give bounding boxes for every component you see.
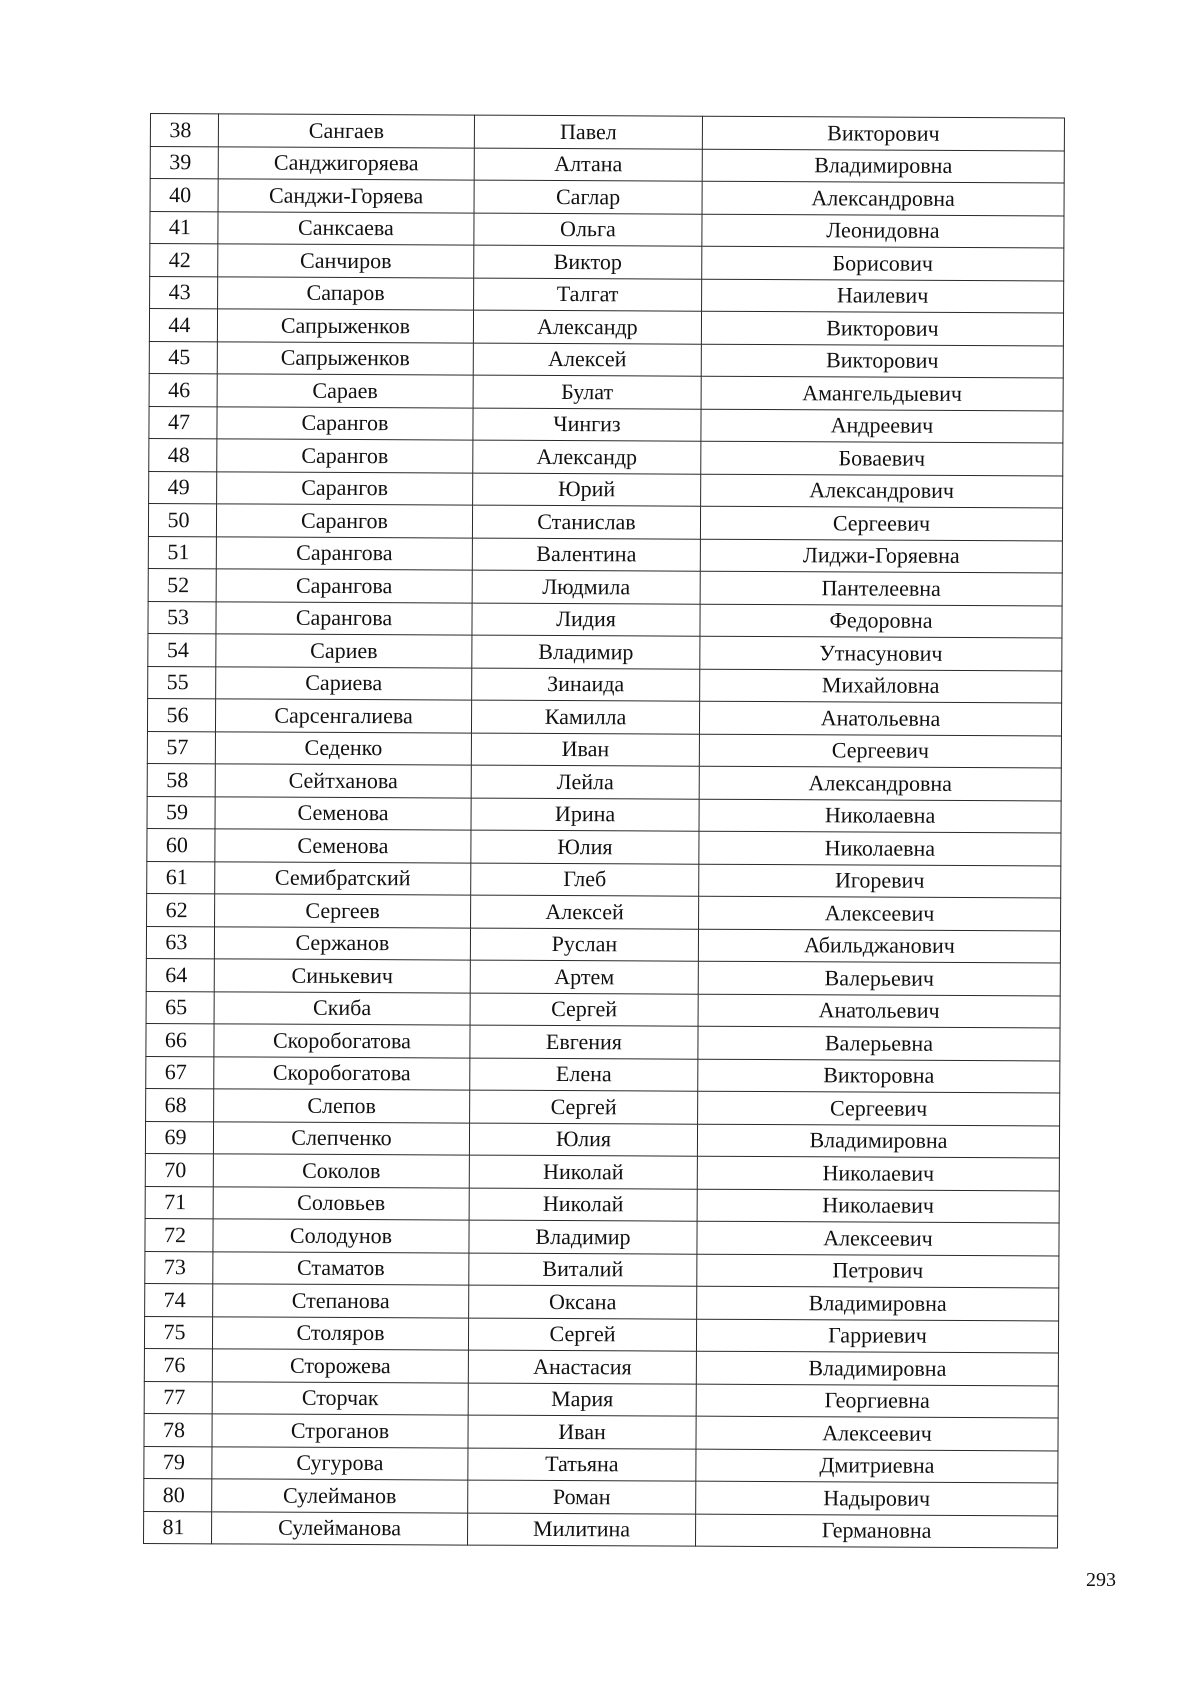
row-number-cell: 55: [148, 666, 216, 699]
patronymic-cell: Боваевич: [701, 441, 1063, 475]
table-row: [146, 926, 1060, 963]
first-name-cell: Глеб: [471, 863, 699, 897]
first-name-cell: Елена: [470, 1058, 698, 1092]
last-name-cell: Сторожева: [212, 1349, 468, 1383]
first-name-cell: Талгат: [474, 278, 702, 312]
table-row: [148, 666, 1062, 703]
last-name-cell: Сарсенгалиева: [215, 699, 471, 733]
table-row: [150, 276, 1064, 313]
patronymic-cell: Гарриевич: [696, 1319, 1058, 1353]
table-row: [144, 1381, 1058, 1418]
table-row: [145, 1153, 1059, 1190]
last-name-cell: Сарангов: [217, 406, 473, 440]
patronymic-cell: Федоровна: [700, 604, 1062, 638]
row-number-cell: 45: [149, 341, 217, 374]
first-name-cell: Сергей: [468, 1318, 696, 1352]
last-name-cell: Столяров: [212, 1316, 468, 1350]
last-name-cell: Санджигоряева: [218, 146, 474, 180]
last-name-cell: Солодунов: [213, 1219, 469, 1253]
last-name-cell: Санксаева: [218, 211, 474, 245]
first-name-cell: Камилла: [471, 700, 699, 734]
first-name-cell: Николай: [469, 1188, 697, 1222]
patronymic-cell: Владимировна: [697, 1286, 1059, 1320]
patronymic-cell: Леонидовна: [702, 214, 1064, 248]
row-number-cell: 64: [146, 958, 214, 991]
patronymic-cell: Амангельдыевич: [701, 376, 1063, 410]
last-name-cell: Сариев: [216, 634, 472, 668]
last-name-cell: Санчиров: [218, 244, 474, 278]
patronymic-cell: Сергеевич: [700, 506, 1062, 540]
last-name-cell: Сулейманов: [212, 1479, 468, 1513]
patronymic-cell: Пантелеевна: [700, 571, 1062, 605]
table-row: [150, 211, 1064, 248]
last-name-cell: Скоробогатова: [214, 1024, 470, 1058]
first-name-cell: Чингиз: [473, 408, 701, 442]
row-number-cell: 43: [150, 276, 218, 309]
table-row: [149, 406, 1063, 443]
table-row: [144, 1413, 1058, 1450]
first-name-cell: Владимир: [472, 635, 700, 669]
table-row: [146, 1056, 1060, 1093]
table-row: [145, 1186, 1059, 1223]
first-name-cell: Станислав: [472, 505, 700, 539]
row-number-cell: 68: [146, 1088, 214, 1121]
table-row: [144, 1348, 1058, 1385]
last-name-cell: Семибратский: [215, 861, 471, 895]
table-row: [145, 1251, 1059, 1288]
first-name-cell: Оксана: [469, 1285, 697, 1319]
row-number-cell: 69: [145, 1121, 213, 1154]
patronymic-cell: Николаевич: [697, 1156, 1059, 1190]
row-number-cell: 71: [145, 1186, 213, 1219]
table-row: [148, 568, 1062, 605]
last-name-cell: Сапаров: [218, 276, 474, 310]
row-number-cell: 58: [147, 763, 215, 796]
last-name-cell: Семенова: [215, 829, 471, 863]
last-name-cell: Санджи-Горяева: [218, 179, 474, 213]
table-row: [147, 698, 1061, 735]
row-number-cell: 46: [149, 373, 217, 406]
row-number-cell: 57: [147, 731, 215, 764]
first-name-cell: Булат: [473, 375, 701, 409]
table-row: [147, 731, 1061, 768]
first-name-cell: Людмила: [472, 570, 700, 604]
first-name-cell: Николай: [469, 1155, 697, 1189]
first-name-cell: Мария: [468, 1383, 696, 1417]
first-name-cell: Юрий: [473, 473, 701, 507]
last-name-cell: Сарангова: [216, 569, 472, 603]
first-name-cell: Роман: [468, 1480, 696, 1514]
first-name-cell: Иван: [468, 1415, 696, 1449]
table-row: [144, 1478, 1058, 1515]
first-name-cell: Владимир: [469, 1220, 697, 1254]
row-number-cell: 62: [147, 893, 215, 926]
row-number-cell: 40: [150, 179, 218, 212]
first-name-cell: Лидия: [472, 603, 700, 637]
patronymic-cell: Дмитриевна: [696, 1449, 1058, 1483]
first-name-cell: Сергей: [470, 1090, 698, 1124]
row-number-cell: 81: [144, 1511, 212, 1544]
last-name-cell: Сарангов: [217, 439, 473, 473]
name-list-body: [144, 114, 1065, 1548]
row-number-cell: 73: [145, 1251, 213, 1284]
patronymic-cell: Валерьевна: [698, 1026, 1060, 1060]
first-name-cell: Валентина: [472, 538, 700, 572]
last-name-cell: Слепов: [214, 1089, 470, 1123]
last-name-cell: Слепченко: [213, 1121, 469, 1155]
table-row: [148, 601, 1062, 638]
first-name-cell: Ольга: [474, 213, 702, 247]
last-name-cell: Сарангов: [216, 504, 472, 538]
table-row: [145, 1218, 1059, 1255]
table-row: [146, 1088, 1060, 1125]
last-name-cell: Сейтханова: [215, 764, 471, 798]
table-row: [146, 991, 1060, 1028]
table-row: [150, 146, 1064, 183]
page-number: 293: [1086, 1569, 1116, 1591]
first-name-cell: Саглар: [474, 180, 702, 214]
table-row: [144, 1316, 1058, 1353]
row-number-cell: 75: [144, 1316, 212, 1349]
patronymic-cell: Николаевич: [697, 1189, 1059, 1223]
row-number-cell: 47: [149, 406, 217, 439]
table-row: [146, 958, 1060, 995]
patronymic-cell: Надырович: [696, 1481, 1058, 1515]
table-row: [146, 1023, 1060, 1060]
last-name-cell: Соловьев: [213, 1186, 469, 1220]
patronymic-cell: Сергеевич: [699, 734, 1061, 768]
row-number-cell: 77: [144, 1381, 212, 1414]
first-name-cell: Алексей: [471, 895, 699, 929]
row-number-cell: 67: [146, 1056, 214, 1089]
first-name-cell: Милитина: [468, 1513, 696, 1547]
last-name-cell: Сарангов: [217, 471, 473, 505]
last-name-cell: Степанова: [213, 1284, 469, 1318]
last-name-cell: Сулейманова: [212, 1511, 468, 1545]
row-number-cell: 50: [148, 503, 216, 536]
patronymic-cell: Владимировна: [696, 1351, 1058, 1385]
table-row: [144, 1511, 1058, 1548]
last-name-cell: Соколов: [213, 1154, 469, 1188]
first-name-cell: Юлия: [471, 830, 699, 864]
first-name-cell: Александр: [473, 440, 701, 474]
first-name-cell: Алексей: [473, 343, 701, 377]
row-number-cell: 51: [148, 536, 216, 569]
row-number-cell: 74: [145, 1283, 213, 1316]
patronymic-cell: Лиджи-Горяевна: [700, 539, 1062, 573]
patronymic-cell: Алексеевич: [697, 1221, 1059, 1255]
patronymic-cell: Андреевич: [701, 409, 1063, 443]
row-number-cell: 59: [147, 796, 215, 829]
patronymic-cell: Викторович: [701, 311, 1063, 345]
table-row: [150, 244, 1064, 281]
last-name-cell: Сержанов: [214, 926, 470, 960]
patronymic-cell: Георгиевна: [696, 1384, 1058, 1418]
last-name-cell: Сарангова: [216, 601, 472, 635]
first-name-cell: Зинаида: [472, 668, 700, 702]
row-number-cell: 66: [146, 1023, 214, 1056]
row-number-cell: 61: [147, 861, 215, 894]
first-name-cell: Евгения: [470, 1025, 698, 1059]
table-row: [149, 373, 1063, 410]
patronymic-cell: Владимировна: [697, 1124, 1059, 1158]
patronymic-cell: Валерьевич: [698, 961, 1060, 995]
first-name-cell: Виктор: [474, 245, 702, 279]
table-row: [148, 536, 1062, 573]
last-name-cell: Сугурова: [212, 1446, 468, 1480]
table-row: [149, 471, 1063, 508]
patronymic-cell: Алексеевич: [696, 1416, 1058, 1450]
last-name-cell: Семенова: [215, 796, 471, 830]
row-number-cell: 72: [145, 1218, 213, 1251]
row-number-cell: 44: [149, 309, 217, 342]
row-number-cell: 80: [144, 1478, 212, 1511]
table-row: [150, 114, 1064, 151]
patronymic-cell: Александрович: [701, 474, 1063, 508]
patronymic-cell: Германовна: [696, 1514, 1058, 1548]
row-number-cell: 63: [146, 926, 214, 959]
first-name-cell: Павел: [474, 115, 702, 149]
last-name-cell: Сторчак: [212, 1381, 468, 1415]
patronymic-cell: Алексеевич: [699, 896, 1061, 930]
table-row: [145, 1283, 1059, 1320]
row-number-cell: 78: [144, 1413, 212, 1446]
last-name-cell: Сапрыженков: [217, 309, 473, 343]
first-name-cell: Ирина: [471, 798, 699, 832]
last-name-cell: Сараев: [217, 374, 473, 408]
first-name-cell: Александр: [473, 310, 701, 344]
patronymic-cell: Александровна: [702, 181, 1064, 215]
row-number-cell: 65: [146, 991, 214, 1024]
first-name-cell: Юлия: [469, 1123, 697, 1157]
patronymic-cell: Александровна: [699, 766, 1061, 800]
patronymic-cell: Николаевна: [699, 831, 1061, 865]
row-number-cell: 38: [150, 114, 218, 147]
table-row: [147, 796, 1061, 833]
row-number-cell: 52: [148, 568, 216, 601]
row-number-cell: 76: [144, 1348, 212, 1381]
table-row: [147, 828, 1061, 865]
table-row: [149, 309, 1063, 346]
table-row: [147, 763, 1061, 800]
table-row: [149, 341, 1063, 378]
last-name-cell: Сариева: [216, 666, 472, 700]
last-name-cell: Седенко: [215, 731, 471, 765]
patronymic-cell: Утнасунович: [700, 636, 1062, 670]
table-row: [144, 1446, 1058, 1483]
name-list-table: [143, 113, 1065, 1548]
first-name-cell: Анастасия: [468, 1350, 696, 1384]
patronymic-cell: Викторович: [701, 344, 1063, 378]
last-name-cell: Сангаев: [218, 114, 474, 148]
first-name-cell: Сергей: [470, 993, 698, 1027]
first-name-cell: Иван: [471, 733, 699, 767]
last-name-cell: Сергеев: [215, 894, 471, 928]
row-number-cell: 79: [144, 1446, 212, 1479]
last-name-cell: Строганов: [212, 1414, 468, 1448]
row-number-cell: 48: [149, 438, 217, 471]
row-number-cell: 60: [147, 828, 215, 861]
patronymic-cell: Борисович: [702, 246, 1064, 280]
row-number-cell: 54: [148, 633, 216, 666]
last-name-cell: Синькевич: [214, 959, 470, 993]
row-number-cell: 42: [150, 244, 218, 277]
row-number-cell: 56: [147, 698, 215, 731]
first-name-cell: Татьяна: [468, 1448, 696, 1482]
patronymic-cell: Петрович: [697, 1254, 1059, 1288]
last-name-cell: Скиба: [214, 991, 470, 1025]
patronymic-cell: Викторович: [702, 116, 1064, 150]
last-name-cell: Стаматов: [213, 1251, 469, 1285]
row-number-cell: 39: [150, 146, 218, 179]
patronymic-cell: Анатольевич: [698, 994, 1060, 1028]
patronymic-cell: Анатольевна: [699, 701, 1061, 735]
table-row: [148, 633, 1062, 670]
patronymic-cell: Михайловна: [700, 669, 1062, 703]
row-number-cell: 41: [150, 211, 218, 244]
table-row: [149, 438, 1063, 475]
first-name-cell: Артем: [470, 960, 698, 994]
patronymic-cell: Сергеевич: [698, 1091, 1060, 1125]
first-name-cell: Лейла: [471, 765, 699, 799]
last-name-cell: Сапрыженков: [217, 341, 473, 375]
patronymic-cell: Наилевич: [702, 279, 1064, 313]
row-number-cell: 53: [148, 601, 216, 634]
patronymic-cell: Викторовна: [698, 1059, 1060, 1093]
table-row: [145, 1121, 1059, 1158]
first-name-cell: Виталий: [469, 1253, 697, 1287]
first-name-cell: Руслан: [470, 928, 698, 962]
last-name-cell: Сарангова: [216, 536, 472, 570]
last-name-cell: Скоробогатова: [214, 1056, 470, 1090]
patronymic-cell: Игоревич: [699, 864, 1061, 898]
table-row: [147, 861, 1061, 898]
first-name-cell: Алтана: [474, 148, 702, 182]
row-number-cell: 70: [145, 1153, 213, 1186]
table-row: [148, 503, 1062, 540]
table-row: [147, 893, 1061, 930]
patronymic-cell: Абильджанович: [698, 929, 1060, 963]
patronymic-cell: Владимировна: [702, 149, 1064, 183]
patronymic-cell: Николаевна: [699, 799, 1061, 833]
row-number-cell: 49: [149, 471, 217, 504]
table-row: [150, 179, 1064, 216]
